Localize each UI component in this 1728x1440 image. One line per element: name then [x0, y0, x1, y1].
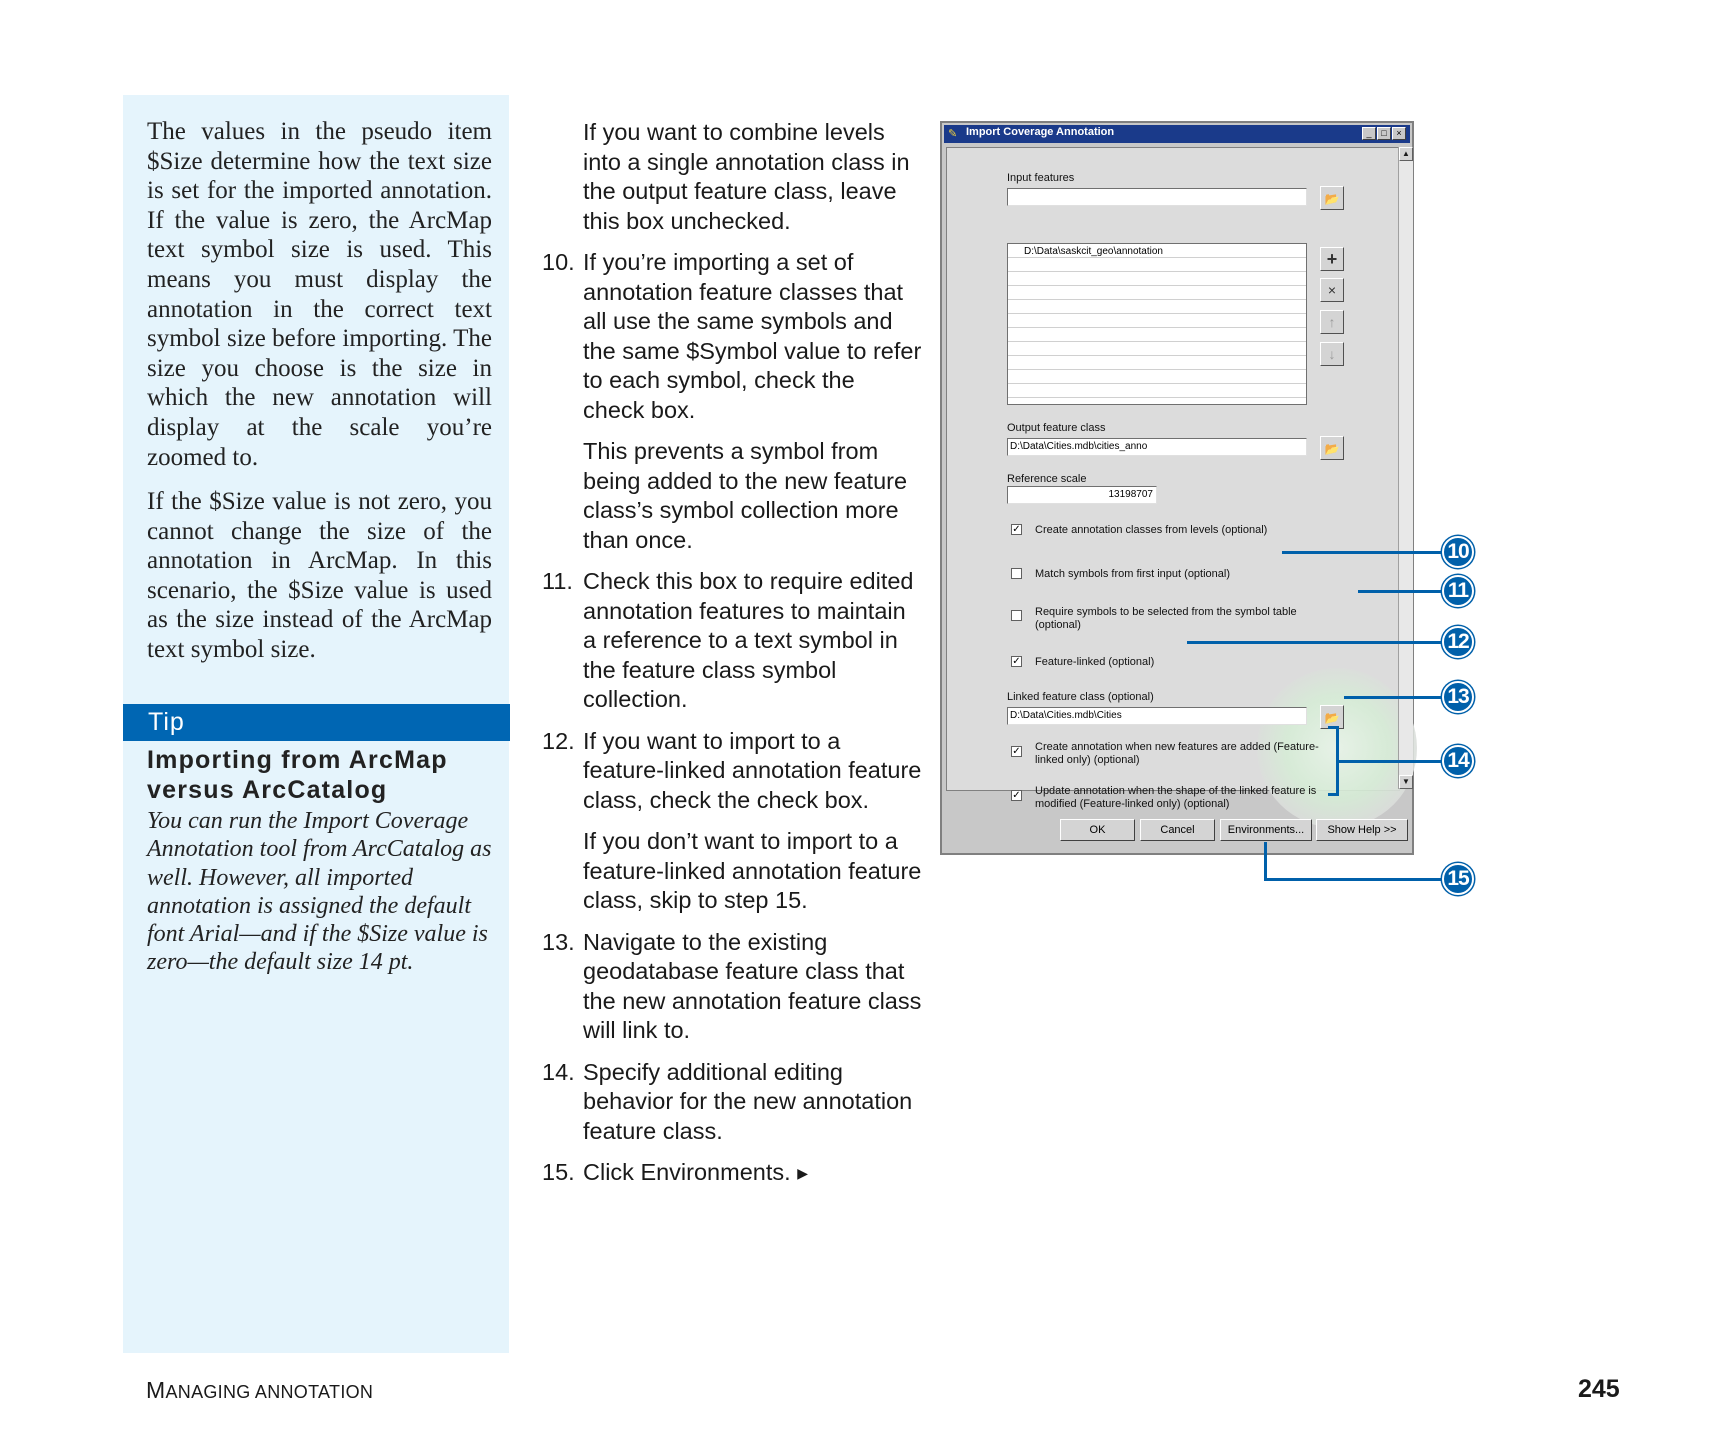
checkbox-create-on-add[interactable]: ✓: [1012, 746, 1021, 757]
open-folder-icon: 📂: [1324, 442, 1340, 456]
callout-bracket-14-bottom: [1328, 793, 1338, 796]
browse-output-button[interactable]: [1320, 436, 1344, 460]
checkbox-update-on-modify[interactable]: ✓: [1012, 790, 1021, 801]
step-text: Check this box to require edited annotation features to maintain a reference to a text symbol in the feature class symbol collection.: [583, 568, 914, 712]
arrow-up-icon: ↑: [1328, 314, 1336, 330]
page-number: 245: [1578, 1375, 1620, 1403]
step-number: 11.: [542, 568, 573, 594]
checkbox-label: Require symbols to be selected from the symbol table (optional): [1035, 606, 1297, 631]
linked-feature-class-field[interactable]: D:\Data\Cities.mdb\Cities: [1007, 707, 1307, 725]
callout-11: 11: [1442, 575, 1474, 607]
input-features-field[interactable]: [1007, 188, 1307, 206]
step-text: Navigate to the existing geodatabase feature class that the new annotation feature class will link to.: [583, 928, 922, 1043]
step-text: If you’re importing a set of annotation feature classes that all use the same symbols and the same $Symbol value to refer to each symbol, check the check box.: [583, 249, 922, 423]
checkbox-match-symbols[interactable]: [1011, 568, 1022, 579]
tip-heading: Importing from ArcMap versus ArcCatalog: [147, 746, 448, 804]
input-features-label: Input features: [1007, 172, 1075, 184]
tip-sidebar: [123, 95, 509, 1353]
plus-icon: +: [1326, 249, 1338, 269]
open-folder-icon: 📂: [1324, 192, 1340, 206]
tool-icon: ✎: [948, 128, 958, 140]
open-folder-icon: 📂: [1324, 711, 1340, 725]
output-feature-class-field[interactable]: D:\Data\Cities.mdb\cities_anno: [1007, 438, 1307, 456]
cancel-button[interactable]: Cancel: [1140, 819, 1215, 841]
section-initial: M: [146, 1377, 166, 1403]
list-item[interactable]: D:\Data\saskcit_geo\annotation: [1024, 246, 1163, 257]
show-help-button[interactable]: Show Help >>: [1316, 819, 1408, 841]
steps-column: [542, 118, 922, 1201]
close-button[interactable]: ×: [1392, 127, 1406, 140]
step-text: Specify additional editing behavior for the new annotation feature class.: [583, 1058, 913, 1144]
reference-scale-label: Reference scale: [1007, 473, 1087, 485]
step-text: Click Environments.: [583, 1159, 791, 1185]
callout-line-12: [1187, 641, 1442, 644]
step-number: 15.: [542, 1159, 575, 1185]
step-9-continuation: If you want to combine levels into a single annotation class in the output feature class, leave this box unchecked.: [583, 119, 910, 234]
callout-line-15: [1264, 878, 1442, 881]
tip-body: You can run the Import Coverage Annotation tool from ArcCatalog as well. However, all imported annotation is assigned the default font Arial—and if the $Size value is zero—the default size 14 pt.: [147, 808, 492, 976]
environments-button[interactable]: Environments...: [1220, 819, 1312, 841]
step-11: [542, 567, 922, 715]
checkbox-create-classes[interactable]: ✓: [1012, 524, 1021, 535]
callout-13: 13: [1442, 681, 1474, 713]
step-10: [542, 248, 922, 425]
checkbox-label: Update annotation when the shape of the linked feature is modified (Feature-linked only) (optional): [1035, 785, 1317, 810]
section-title: ANAGING ANNOTATION: [165, 1382, 374, 1402]
maximize-button[interactable]: □: [1377, 127, 1391, 140]
move-up-button[interactable]: [1320, 310, 1344, 334]
step-14: [542, 1058, 922, 1147]
step-12-note: If you don’t want to import to a feature-linked annotation feature class, skip to step 15.: [583, 828, 922, 913]
callout-bracket-14-top: [1328, 726, 1338, 729]
checkbox-label: Create annotation when new features are added (Feature-linked only) (optional): [1035, 741, 1319, 766]
step-12: [542, 727, 922, 816]
step-number: 12.: [542, 727, 575, 754]
callout-line-13: [1344, 696, 1442, 699]
sidebar-paragraph-1: The values in the pseudo item $Size determine how the text size is set for the imported annotation. If the value is zero, the ArcMap text symbol size is used. This means you must display the annotation in the correct text symbol size before importing. The size you choose is the size in which the new annotation will display at the scale you’re zoomed to.: [147, 118, 492, 471]
reference-scale-field[interactable]: 13198707: [1007, 486, 1157, 504]
remove-button[interactable]: [1320, 278, 1344, 302]
checkbox-label: Create annotation classes from levels (optional): [1035, 524, 1268, 536]
x-icon: ×: [1327, 282, 1337, 298]
step-13: [542, 928, 922, 1046]
continue-arrow-icon: ▶: [797, 1165, 808, 1181]
scroll-up-icon[interactable]: ▲: [1399, 147, 1413, 161]
minimize-button[interactable]: _: [1362, 127, 1376, 140]
sidebar-paragraph-2: If the $Size value is not zero, you cannot change the size of the annotation in ArcMap. In this scenario, the $Size value is used as the size instead of the ArcMap text symbol size.: [147, 488, 492, 663]
tip-label: Tip: [148, 708, 185, 736]
callout-line-10: [1282, 551, 1442, 554]
callout-10: 10: [1442, 536, 1474, 568]
callout-line-14: [1338, 760, 1442, 763]
checkbox-label: Match symbols from first input (optional): [1035, 568, 1231, 580]
section-footer: [146, 1377, 373, 1404]
ok-button[interactable]: OK: [1060, 819, 1135, 841]
checkbox-require-symbols[interactable]: [1011, 610, 1022, 621]
step-number: 14.: [542, 1058, 575, 1085]
callout-14: 14: [1442, 745, 1474, 777]
callout-line-15-vertical: [1264, 842, 1267, 880]
dialog-title: Import Coverage Annotation: [966, 126, 1115, 138]
linked-feature-class-label: Linked feature class (optional): [1007, 691, 1154, 703]
step-number: 13.: [542, 928, 575, 955]
step-15: [542, 1158, 922, 1189]
callout-15: 15: [1442, 863, 1474, 895]
tip-banner: [123, 704, 510, 741]
scroll-down-icon[interactable]: ▼: [1399, 775, 1413, 789]
dialog-titlebar: [944, 125, 1410, 143]
vertical-scrollbar[interactable]: [1398, 147, 1413, 789]
input-features-list[interactable]: [1007, 243, 1307, 405]
callout-12: 12: [1442, 626, 1474, 658]
import-coverage-annotation-dialog: [940, 121, 1414, 855]
step-10-note: This prevents a symbol from being added to the new feature class’s symbol collection more than once.: [583, 438, 908, 553]
dialog-form: [946, 147, 1400, 810]
step-number: 10.: [542, 249, 575, 275]
callout-line-11: [1358, 590, 1442, 593]
step-text: If you want to import to a feature-linked annotation feature class, check the check box.: [583, 727, 922, 813]
move-down-button[interactable]: [1320, 342, 1344, 366]
checkbox-label: Feature-linked (optional): [1035, 656, 1155, 668]
arrow-down-icon: ↓: [1328, 346, 1336, 362]
browse-input-button[interactable]: [1320, 186, 1344, 210]
add-button[interactable]: [1320, 247, 1344, 271]
output-feature-class-label: Output feature class: [1007, 422, 1106, 434]
checkbox-feature-linked[interactable]: ✓: [1012, 656, 1021, 667]
